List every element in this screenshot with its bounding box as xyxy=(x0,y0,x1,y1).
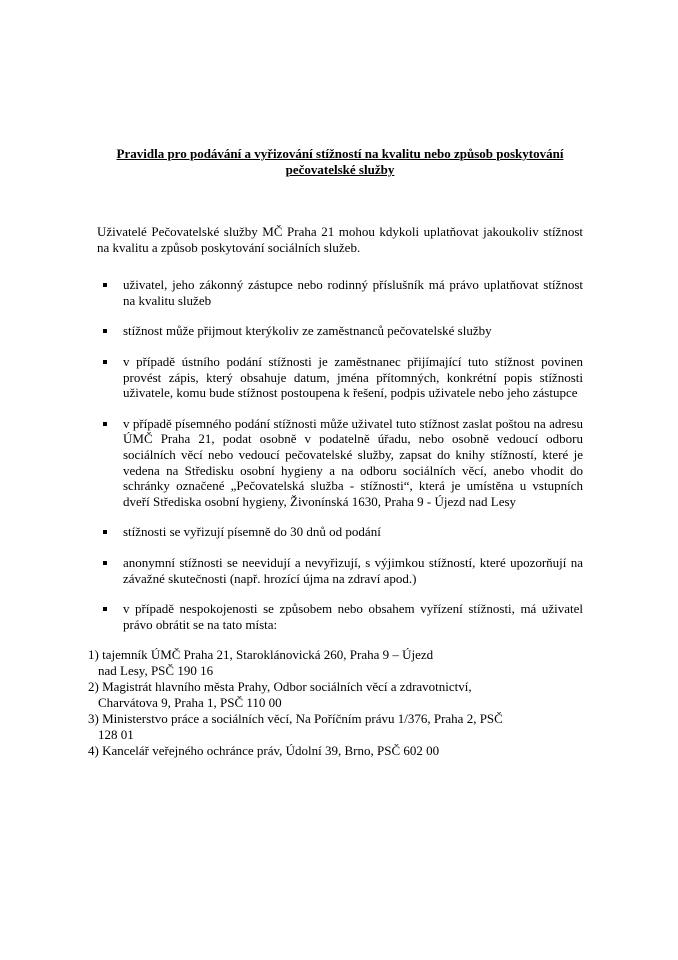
list-item-text: v případě ústního podání stížnosti je zaměstnanec přijímající tuto stížnost povinen provést zápis, který obsahuje datum, jména přítomných, konkrétní popis stížnosti uživatele, komu bude stížnost postoupena k řešení, podpis uživatele nebo jeho zástupce xyxy=(123,353,583,401)
contact-item xyxy=(88,711,583,743)
list-item xyxy=(97,277,583,308)
contact-line: 1) tajemník ÚMČ Praha 21, Staroklánovická 260, Praha 9 – Újezd xyxy=(88,647,434,663)
list-item-text: uživatel, jeho zákonný zástupce nebo rodinný příslušník má právo uplatňovat stížnost na kvalitu služeb xyxy=(123,277,583,308)
contact-line: 3) Ministerstvo práce a sociálních věcí, Na Poříčním právu 1/376, Praha 2, PSČ xyxy=(88,711,503,727)
contacts-list xyxy=(88,647,583,759)
title-line-2: pečovatelské služby xyxy=(285,162,395,177)
bullet-square-icon xyxy=(103,530,107,534)
list-item-text: v případě písemného podání stížnosti může uživatel tuto stížnost zaslat poštou na adresu ÚMČ Praha 21, podat osobně v podatelně úřadu, nebo osobně vedoucí odboru sociálních věcí nebo vedoucí pečovatelské služby, zapsat do knihy stížností, které je vedena na Středisku osobní hygieny a na odboru sociálních věcí, anebo vhodit do schránky označené „Pečovatelská služba - stížnosti“, která je umístěna u vstupních dveří Střediska osobní hygieny, Živonínská 1630, Praha 9 - Újezd nad Lesy xyxy=(123,415,583,509)
list-item xyxy=(97,524,583,540)
bullet-square-icon xyxy=(103,360,107,364)
intro-paragraph: Uživatelé Pečovatelské služby MČ Praha 21 mohou kdykoli uplatňovat jakoukoliv stížnost na kvalitu a způsob poskytování sociálních služeb. xyxy=(97,224,583,255)
list-item-text: stížnosti se vyřizují písemně do 30 dnů od podání xyxy=(123,524,381,540)
list-item xyxy=(97,323,583,339)
list-item-text: stížnost může přijmout kterýkoliv ze zaměstnanců pečovatelské služby xyxy=(123,323,492,339)
contact-item xyxy=(88,743,583,759)
bullet-square-icon xyxy=(103,607,107,611)
contact-line: 2) Magistrát hlavního města Prahy, Odbor sociálních věcí a zdravotnictví, xyxy=(88,679,472,695)
title-line-1: Pravidla pro podávání a vyřizování stížností na kvalitu nebo způsob poskytování xyxy=(116,146,564,161)
contact-line: nad Lesy, PSČ 190 16 xyxy=(98,663,214,679)
list-item-text: anonymní stížnosti se neevidují a nevyřizují, s výjimkou stížností, které upozorňují na závažné skutečnosti (např. hrozící újma na zdraví apod.) xyxy=(123,554,583,586)
list-item xyxy=(97,416,583,510)
bullet-square-icon xyxy=(103,561,107,565)
contact-line: 4) Kancelář veřejného ochránce práv, Údolní 39, Brno, PSČ 602 00 xyxy=(88,743,440,759)
complaint-rules-list xyxy=(97,277,583,632)
list-item xyxy=(97,601,583,632)
bullet-square-icon xyxy=(103,329,107,333)
list-item xyxy=(97,555,583,586)
contact-line: Charvátova 9, Praha 1, PSČ 110 00 xyxy=(98,695,282,711)
bullet-square-icon xyxy=(103,283,107,287)
document-content xyxy=(88,0,583,759)
list-item xyxy=(97,354,583,401)
list-item-text: v případě nespokojenosti se způsobem nebo obsahem vyřízení stížnosti, má uživatel právo obrátit se na tato místa: xyxy=(123,601,583,632)
bullet-square-icon xyxy=(103,422,107,426)
contact-item xyxy=(88,647,583,679)
contact-line: 128 01 xyxy=(98,727,134,743)
contact-item xyxy=(88,679,583,711)
document-title xyxy=(97,146,583,178)
